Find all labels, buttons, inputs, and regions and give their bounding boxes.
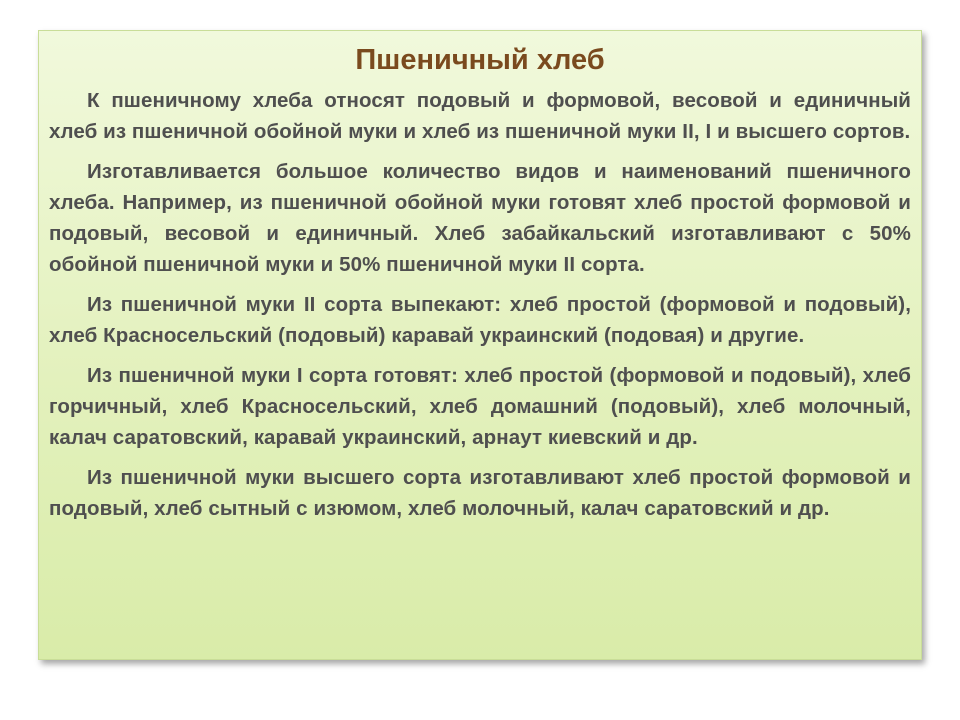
- text-panel: [38, 30, 922, 660]
- paragraph-1: К пшеничному хлеба относят подовый и формовой, весовой и единичный хлеб из пшеничной обойной муки и хлеб из пшеничной муки II, I и высшего сортов.: [49, 89, 911, 143]
- paragraph-3: Из пшеничной муки II сорта выпекают: хлеб простой (формовой и подовый), хлеб Красносельский (подовый) каравай украинский (подовая) и другие.: [49, 293, 911, 347]
- paragraph-5: Из пшеничной муки высшего сорта изготавливают хлеб простой формовой и подовый, хлеб сытный с изюмом, хлеб молочный, калач саратовский и др.: [49, 466, 911, 520]
- paragraph-4: Из пшеничной муки I сорта готовят: хлеб простой (формовой и подовый), хлеб горчичный, хлеб Красносельский, хлеб домашний (подовый), хлеб молочный, калач саратовский, каравай украинский, арнаут киевский и др.: [49, 364, 911, 449]
- paragraph-2: Изготавливается большое количество видов и наименований пшеничного хлеба. Например, из пшеничной обойной муки готовят хлеб простой формовой и подовый, весовой и единичный. Хлеб забайкальский изготавливают с 50% обойной пшеничной муки и 50% пшеничной муки II сорта.: [49, 160, 911, 276]
- slide-title: Пшеничный хлеб: [355, 44, 605, 76]
